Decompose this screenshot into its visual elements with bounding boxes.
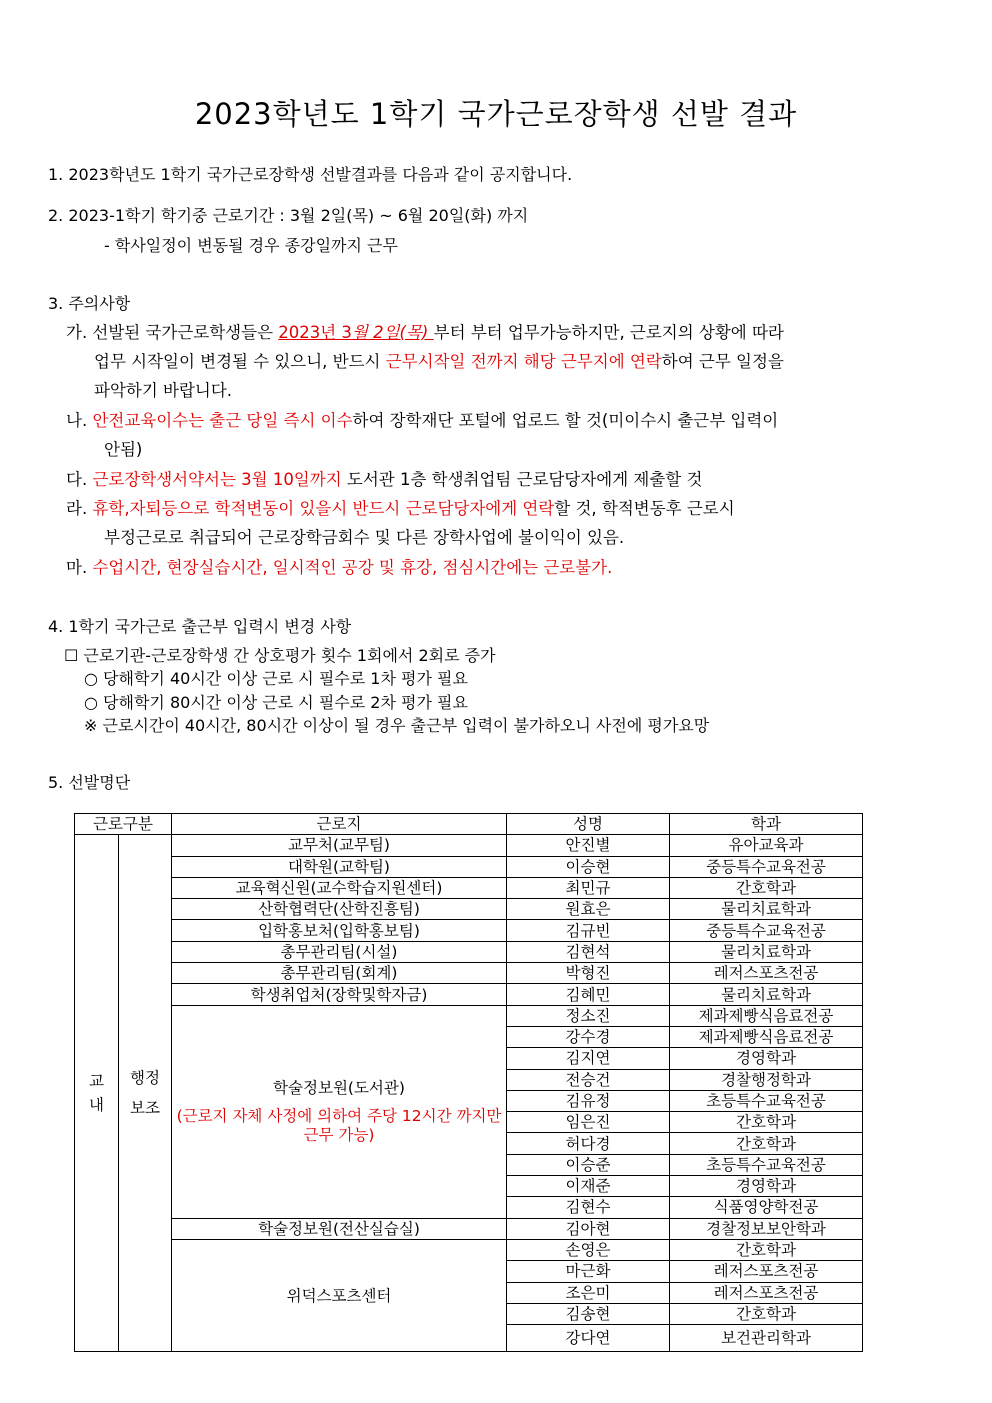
section-2-period: 2. 2023-1학기 학기중 근로기간 : 3월 2일(목) ~ 6월 20일(화) 까지 — [48, 206, 529, 225]
dept-cell: 경찰정보보안학과 — [670, 1218, 863, 1239]
section-4-circle-item-2: ○ 당해학기 80시간 이상 근로 시 필수로 2차 평가 필요 — [84, 693, 468, 712]
table-header-row — [75, 814, 863, 835]
dept-cell: 물리치료학과 — [670, 984, 863, 1005]
dept-cell: 초등특수교육전공 — [670, 1090, 863, 1111]
caution-ga-line2-post: 하여 근무 일정을 — [661, 352, 784, 371]
name-cell: 정소진 — [507, 1005, 670, 1026]
section-4-note: ※ 근로시간이 40시간, 80시간 이상이 될 경우 출근부 입력이 불가하오니 사전에 평가요망 — [84, 716, 710, 735]
place-sports-center: 위덕스포츠센터 — [172, 1239, 507, 1351]
section-2-note: - 학사일정이 변동될 경우 종강일까지 근무 — [104, 236, 398, 255]
dept-cell: 중등특수교육전공 — [670, 920, 863, 941]
name-cell: 김현수 — [507, 1197, 670, 1218]
name-cell: 김유정 — [507, 1090, 670, 1111]
place-cell: 교육혁신원(교수학습지원센터) — [172, 877, 507, 898]
dept-cell: 식품영양학전공 — [670, 1197, 863, 1218]
dept-cell: 물리치료학과 — [670, 899, 863, 920]
caution-da — [66, 469, 702, 491]
name-cell: 허다경 — [507, 1133, 670, 1154]
table-row — [75, 920, 863, 941]
section-1-text: 1. 2023학년도 1학기 국가근로장학생 선발결과를 다음과 같이 공지합니다. — [48, 165, 573, 184]
dept-cell: 유아교육과 — [670, 835, 863, 856]
caution-ga-mid: 부터 부터 업무가능하지만, 근로지의 상황에 따라 — [433, 323, 784, 342]
name-cell: 김지연 — [507, 1048, 670, 1069]
header-name: 성명 — [507, 814, 670, 835]
place-library-name: 학술정보원(도서관) — [273, 1078, 405, 1097]
name-cell: 마근화 — [507, 1261, 670, 1282]
place-cell: 학술정보원(전산실습실) — [172, 1218, 507, 1239]
table-row — [75, 1239, 863, 1260]
dept-cell: 경영학과 — [670, 1176, 863, 1197]
name-cell: 강수경 — [507, 1026, 670, 1047]
dept-cell: 레저스포츠전공 — [670, 1261, 863, 1282]
caution-ma-prefix: 마. — [66, 558, 93, 577]
name-cell: 이승현 — [507, 856, 670, 877]
section-4-heading: 4. 1학기 국가근로 출근부 입력시 변경 사항 — [48, 617, 352, 636]
header-category: 근로구분 — [75, 814, 172, 835]
place-library-note: (근로지 자체 사정에 의하여 주당 12시간 까지만 근무 가능) — [176, 1106, 502, 1144]
caution-ga-line2 — [94, 351, 784, 373]
table-row — [75, 877, 863, 898]
caution-na-highlight: 안전교육이수는 출근 당일 즉시 이수 — [92, 411, 353, 430]
name-cell: 김혜민 — [507, 984, 670, 1005]
caution-ma-highlight: 수업시간, 현장실습시간, 일시적인 공강 및 휴강, 점심시간에는 근로불가. — [92, 558, 613, 577]
name-cell: 강다연 — [507, 1325, 670, 1352]
caution-da-highlight: 근로장학생서약서는 3월 10일까지 — [92, 470, 342, 489]
place-cell: 대학원(교학팀) — [172, 856, 507, 877]
table-row — [75, 835, 863, 856]
selection-table — [74, 813, 863, 1352]
dept-cell: 경찰행정학과 — [670, 1069, 863, 1090]
caution-ra-prefix: 라. — [66, 499, 93, 518]
caution-ga-date — [278, 323, 433, 342]
place-cell: 총무관리팀(회계) — [172, 963, 507, 984]
dept-cell: 제과제빵식음료전공 — [670, 1026, 863, 1047]
dept-cell: 레저스포츠전공 — [670, 963, 863, 984]
name-cell: 박형진 — [507, 963, 670, 984]
table-row — [75, 941, 863, 962]
place-cell: 산학협력단(산학진흥팀) — [172, 899, 507, 920]
name-cell: 김아현 — [507, 1218, 670, 1239]
caution-ra-line2: 부정근로로 취급되어 근로장학금회수 및 다른 장학사업에 불이익이 있음. — [104, 528, 625, 547]
header-dept: 학과 — [670, 814, 863, 835]
name-cell: 이재준 — [507, 1176, 670, 1197]
caution-ra — [66, 498, 735, 520]
dept-cell: 물리치료학과 — [670, 941, 863, 962]
place-cell: 입학홍보처(입학홍보팀) — [172, 920, 507, 941]
caution-ga-line2-highlight: 근무시작일 전까지 해당 근무지에 연락 — [385, 352, 662, 371]
dept-cell: 경영학과 — [670, 1048, 863, 1069]
caution-ga — [66, 322, 784, 344]
name-cell: 전승건 — [507, 1069, 670, 1090]
name-cell: 이승준 — [507, 1154, 670, 1175]
caution-ga-prefix: 가. 선발된 국가근로학생들은 — [66, 323, 279, 342]
section-4-box-item: ☐ 근로기관-근로장학생 간 상호평가 횟수 1회에서 2회로 증가 — [64, 646, 496, 665]
table-row — [75, 899, 863, 920]
name-cell: 김규빈 — [507, 920, 670, 941]
table-row — [75, 1218, 863, 1239]
caution-da-prefix: 다. — [66, 470, 93, 489]
place-cell: 총무관리팀(시설) — [172, 941, 507, 962]
caution-da-post: 도서관 1층 학생취업팀 근로담당자에게 제출할 것 — [341, 470, 703, 489]
dept-cell: 간호학과 — [670, 877, 863, 898]
place-cell: 학생취업처(장학및학자금) — [172, 984, 507, 1005]
caution-ra-post: 할 것, 학적변동후 근로시 — [554, 499, 735, 518]
header-place: 근로지 — [172, 814, 507, 835]
table-row — [75, 963, 863, 984]
category-campus — [75, 835, 119, 1352]
table-row — [75, 856, 863, 877]
name-cell: 최민규 — [507, 877, 670, 898]
page-title: 2023학년도 1학기 국가근로장학생 선발 결과 — [194, 97, 798, 131]
place-cell: 교무처(교무팀) — [172, 835, 507, 856]
dept-cell: 간호학과 — [670, 1133, 863, 1154]
name-cell: 손영은 — [507, 1239, 670, 1260]
caution-ga-line2-pre: 업무 시작일이 변경될 수 있으니, 반드시 — [94, 352, 386, 371]
dept-cell: 레저스포츠전공 — [670, 1282, 863, 1303]
category-campus-label: 교 내 — [89, 1072, 104, 1115]
caution-ma — [66, 557, 612, 579]
category-admin — [119, 835, 172, 1352]
name-cell: 원효은 — [507, 899, 670, 920]
caution-na-prefix: 나. — [66, 411, 93, 430]
caution-ga-line3: 파악하기 바랍니다. — [94, 381, 233, 400]
dept-cell: 중등특수교육전공 — [670, 856, 863, 877]
name-cell: 김송현 — [507, 1303, 670, 1324]
section-5-heading: 5. 선발명단 — [48, 773, 131, 792]
section-4-circle-item-1: ○ 당해학기 40시간 이상 근로 시 필수로 1차 평가 필요 — [84, 669, 468, 688]
dept-cell: 간호학과 — [670, 1303, 863, 1324]
dept-cell: 초등특수교육전공 — [670, 1154, 863, 1175]
caution-ga-date-part2: 월 2일(목) — [351, 323, 434, 342]
place-library — [172, 1005, 507, 1218]
caution-na — [66, 410, 778, 432]
name-cell: 김현석 — [507, 941, 670, 962]
table-row — [75, 1005, 863, 1026]
table-row — [75, 984, 863, 1005]
dept-cell: 제과제빵식음료전공 — [670, 1005, 863, 1026]
dept-cell: 보건관리학과 — [670, 1325, 863, 1352]
caution-na-post: 하여 장학재단 포털에 업로드 할 것(미이수시 출근부 입력이 — [352, 411, 779, 430]
name-cell: 안진별 — [507, 835, 670, 856]
name-cell: 조은미 — [507, 1282, 670, 1303]
caution-na-line2: 안됨) — [104, 440, 143, 459]
caution-ra-highlight: 휴학,자퇴등으로 학적변동이 있을시 반드시 근로담당자에게 연락 — [92, 499, 555, 518]
section-3-heading: 3. 주의사항 — [48, 294, 131, 313]
category-admin-label: 행정 보조 — [130, 1069, 160, 1118]
dept-cell: 간호학과 — [670, 1239, 863, 1260]
caution-ga-date-part1: 2023년 3 — [278, 323, 352, 342]
name-cell: 임은진 — [507, 1112, 670, 1133]
dept-cell: 간호학과 — [670, 1112, 863, 1133]
